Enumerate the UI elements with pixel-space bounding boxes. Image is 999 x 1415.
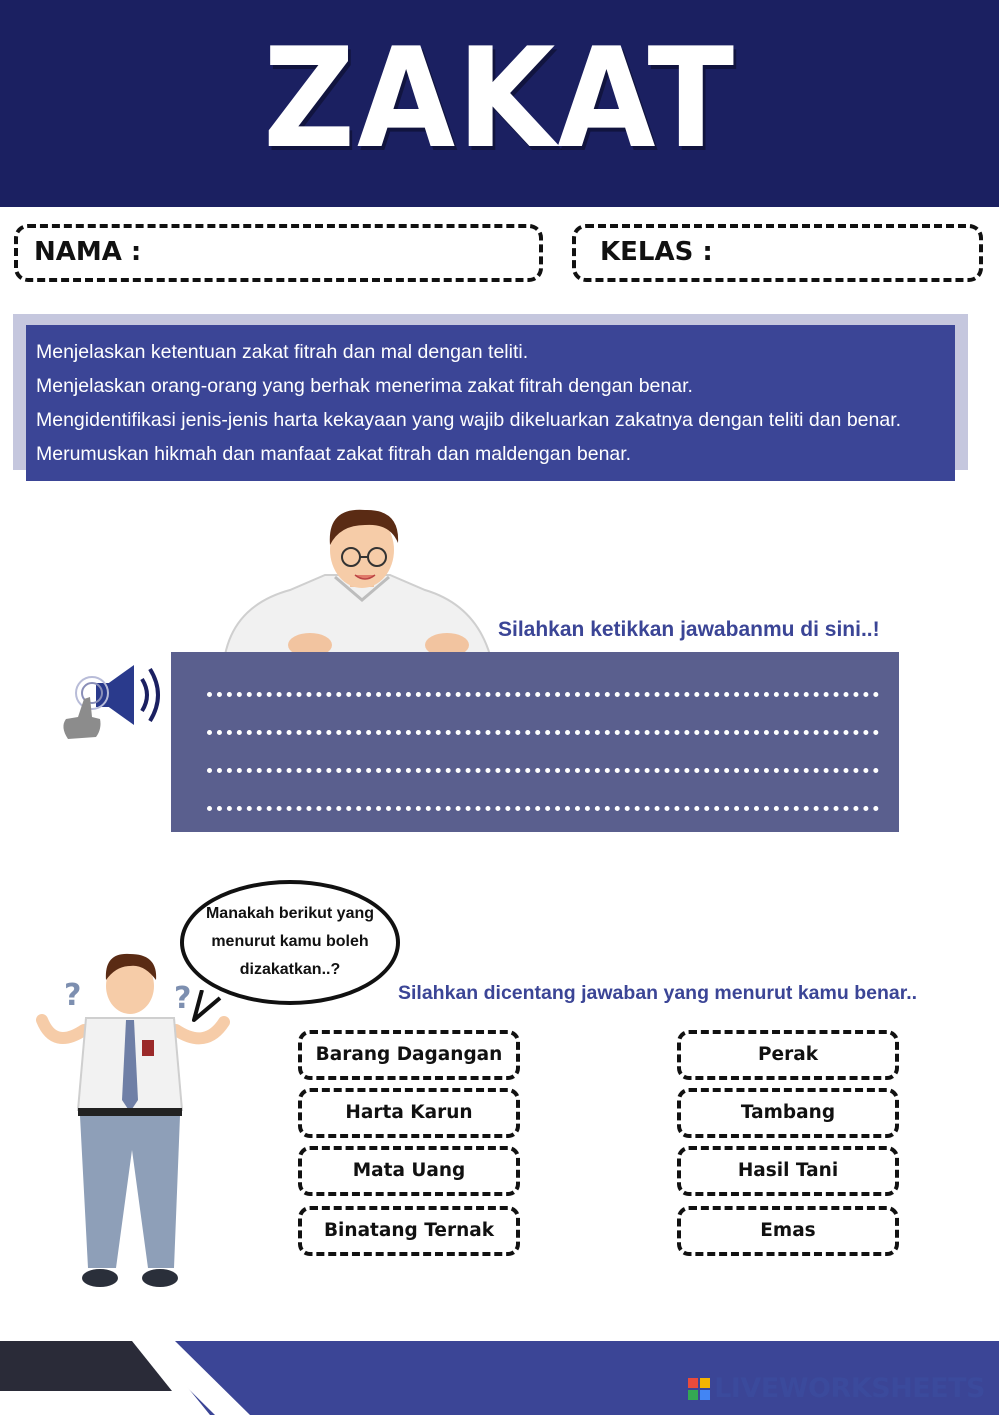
teacher-illustration — [215, 505, 495, 665]
header-banner — [0, 0, 999, 207]
question-mark-icon: ? — [174, 981, 192, 1016]
page-title: ZAKAT — [263, 18, 736, 179]
answer-textarea[interactable] — [207, 674, 883, 818]
nama-field — [14, 224, 543, 282]
liveworksheets-brand[interactable] — [688, 1373, 985, 1404]
brand-text: LIVEWORKSHEETS — [714, 1373, 985, 1404]
speaker-icon[interactable] — [56, 655, 166, 745]
bubble-text: Manakah berikut yang menurut kamu boleh dizakatkan..? — [205, 905, 375, 978]
student-illustration — [24, 950, 244, 1300]
kelas-field — [572, 224, 983, 282]
option-emas[interactable]: Emas — [677, 1206, 899, 1256]
option-perak[interactable]: Perak — [677, 1030, 899, 1080]
objectives-box — [26, 325, 955, 481]
nama-input[interactable] — [158, 236, 527, 274]
question-mark-icon: ? — [64, 978, 82, 1013]
objective-item: Mengidentifikasi jenis-jenis harta kekayaan yang wajib dikeluarkan zakatnya dengan teliti dan benar. — [36, 409, 902, 431]
kelas-input[interactable] — [726, 236, 967, 274]
liveworksheets-logo-icon — [688, 1378, 710, 1400]
objective-item: Merumuskan hikmah dan manfaat zakat fitrah dan maldengan benar. — [36, 443, 632, 465]
checklist-prompt: Silahkan dicentang jawaban yang menurut kamu benar.. — [398, 982, 918, 1004]
option-mata-uang[interactable]: Mata Uang — [298, 1146, 520, 1196]
option-barang-dagangan[interactable]: Barang Dagangan — [298, 1030, 520, 1080]
option-hasil-tani[interactable]: Hasil Tani — [677, 1146, 899, 1196]
nama-label: NAMA : — [34, 237, 142, 267]
option-harta-karun[interactable]: Harta Karun — [298, 1088, 520, 1138]
option-tambang[interactable]: Tambang — [677, 1088, 899, 1138]
answer-board — [171, 652, 899, 832]
objective-item: Menjelaskan ketentuan zakat fitrah dan mal dengan teliti. — [36, 341, 529, 363]
answer-prompt: Silahkan ketikkan jawabanmu di sini..! — [498, 618, 880, 641]
option-binatang-ternak[interactable]: Binatang Ternak — [298, 1206, 520, 1256]
kelas-label: KELAS : — [600, 237, 713, 267]
objective-item: Menjelaskan orang-orang yang berhak menerima zakat fitrah dengan benar. — [36, 375, 693, 397]
